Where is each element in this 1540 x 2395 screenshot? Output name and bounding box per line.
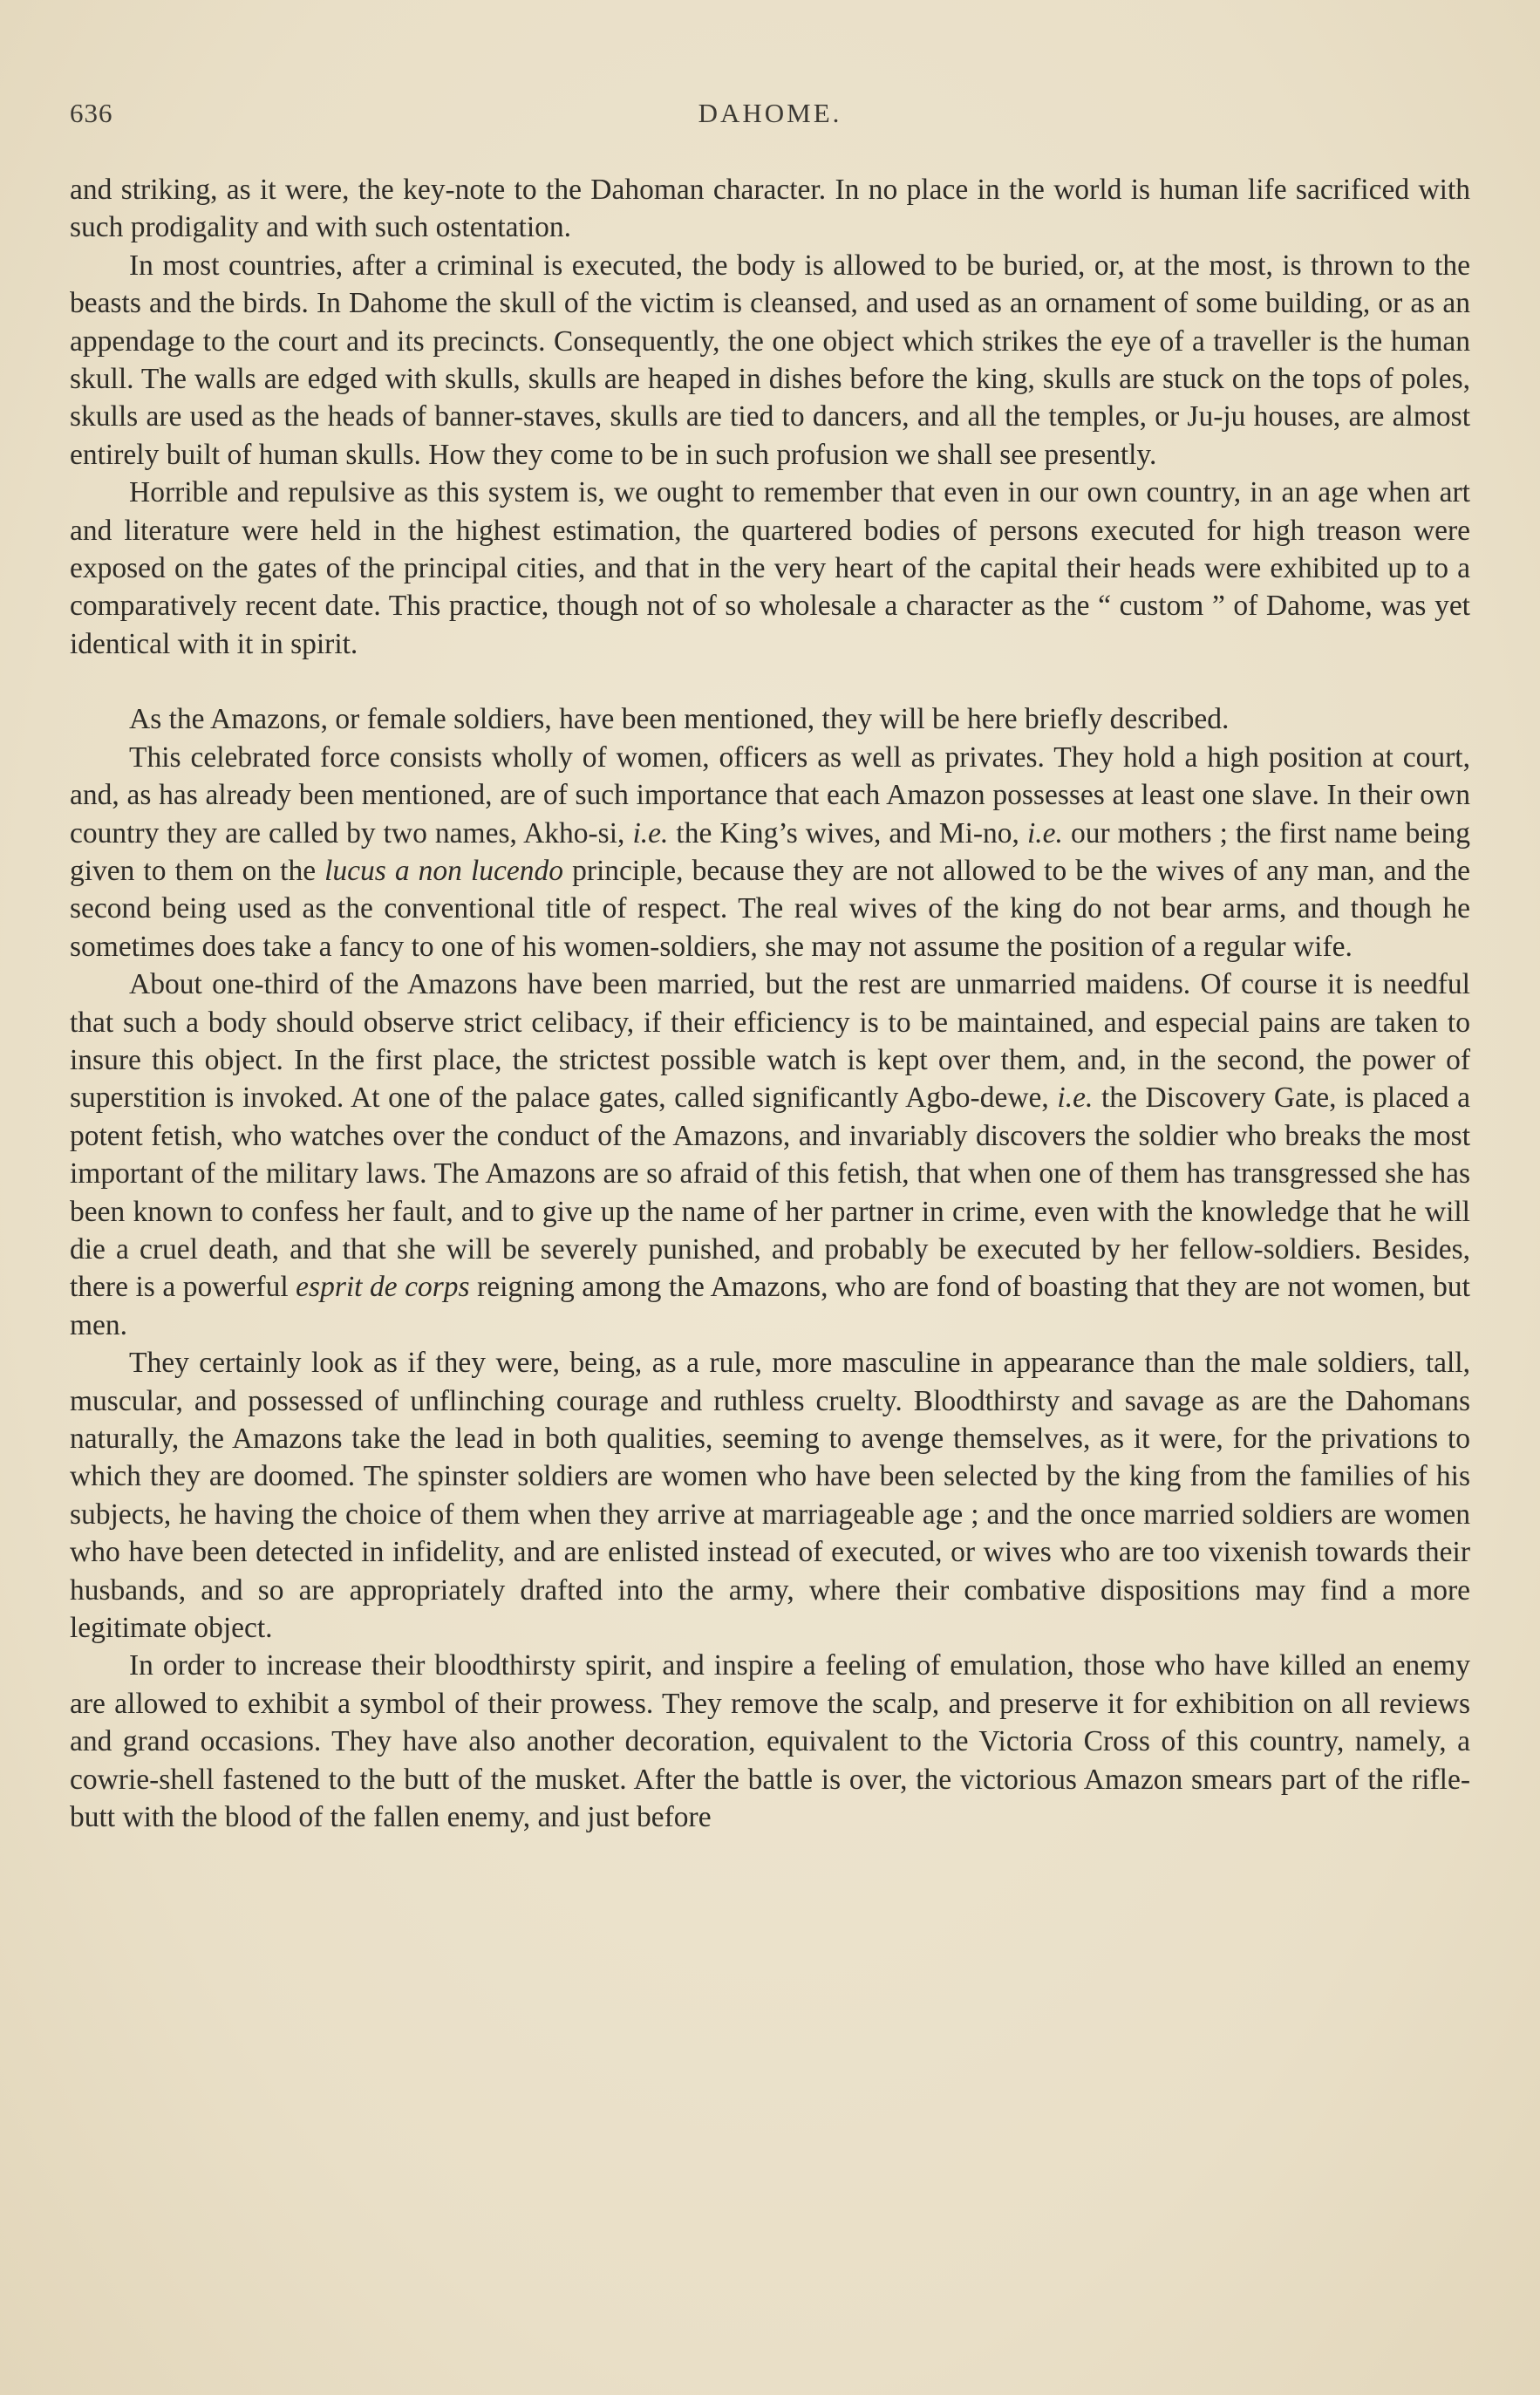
italic-abbreviation: i.e. bbox=[1057, 1082, 1094, 1115]
paragraph bbox=[70, 739, 1470, 966]
paragraph: They certainly look as if they were, being, as a rule, more masculine in appearance than the male soldiers, tall, muscular, and possessed of unflinching courage and ruthless cruelty. Bloodthirsty and savage as are the Dahomans naturally, the Amazons take the lead in both qualities, seeming to avenge themselves, as it were, for the privations to which they are doomed. The spinster soldiers are women who have been selected by the king from the families of his subjects, he having the choice of them when they arrive at marriageable age ; and the once married soldiers are women who have been detected in infidelity, and are enlisted instead of executed, or wives who are too vixenish towards their husbands, and so are appropriately drafted into the army, where their combative dispositions may find a more legitimate object. bbox=[70, 1347, 1470, 1645]
text-run: About one-third of the Amazons have been married, but the rest are unmarried maidens. Of course it is needful that such a body should observe strict celibacy, if their efficiency is to be maintained, and especial pains are taken to insure this object. In the first place, the strictest possible watch is kept over them, and, in the second, the power of superstition is invoked. At one of the palace gates, called significantly Agbo-dewe, bbox=[70, 968, 1470, 1115]
paragraph: and striking, as it were, the key-note to the Dahoman character. In no place in the world is human life sacrificed with such prodigality and with such ostentation. bbox=[70, 174, 1470, 244]
italic-abbreviation: i.e. bbox=[632, 816, 669, 850]
italic-abbreviation: i.e. bbox=[1026, 816, 1063, 850]
text-run: principle, because they are not allowed to be the wives of any man, and the second being used as the conventional title of respect. The real wives of the king do not bear arms, and though he sometimes does take a fancy to one of his women-soldiers, she may not assume the position of a regular wife. bbox=[70, 854, 1470, 963]
italic-latin-phrase: lucus a non lucendo bbox=[324, 854, 564, 887]
text-run: reigning among the Amazons, who are fond of boasting that they are not women, but men. bbox=[70, 1271, 1470, 1341]
paragraph bbox=[70, 966, 1470, 1344]
text-run: This celebrated force consists wholly of women, officers as well as privates. They hold a high position at court, and, as has already been mentioned, are of such importance that each Amazon possesses at least one slave. In their own country they are called by two names, Akho-si, bbox=[70, 740, 1470, 850]
section-break bbox=[70, 663, 1470, 700]
text-run: our mothers ; the first name being given to them on the bbox=[70, 816, 1470, 887]
body-text bbox=[70, 171, 1470, 1836]
running-title: DAHOME. bbox=[698, 98, 842, 128]
paragraph: As the Amazons, or female soldiers, have been mentioned, they will be here briefly described. bbox=[129, 703, 1230, 736]
text-run: the Discovery Gate, is placed a potent fetish, who watches over the conduct of the Amazons, and invariably discovers the soldier who breaks the most important of the military laws. The Amazons are so afraid of this fetish, that when one of them has transgressed she has been known to confess her fault, and to give up the name of her partner in crime, even with the knowledge that he will die a cruel death, and that she will be severely punished, and probably be executed by her fellow-soldiers. Besides, there is a powerful bbox=[70, 1082, 1470, 1304]
page-number: 636 bbox=[70, 98, 113, 128]
page-header bbox=[70, 98, 1470, 136]
paragraph: In most countries, after a criminal is executed, the body is allowed to be buried, or, at the most, is thrown to the beasts and the birds. In Dahome the skull of the victim is cleansed, and used as an ornament of some building, or as an appendage to the court and its precincts. Consequently, the one object which strikes the eye of a traveller is the human skull. The walls are edged with skulls, skulls are heaped in dishes before the king, skulls are stuck on the tops of poles, skulls are used as the heads of banner-staves, skulls are tied to dancers, and all the temples, or Ju-ju houses, are almost entirely built of human skulls. How they come to be in such profusion we shall see presently. bbox=[70, 249, 1470, 471]
italic-french-phrase: esprit de corps bbox=[296, 1271, 470, 1304]
paragraph: Horrible and repulsive as this system is, we ought to remember that even in our own country, in an age when art and literature were held in the highest estimation, the quartered bodies of persons executed for high treason were exposed on the gates of the principal cities, and that in the very heart of the capital their heads were exhibited up to a comparatively recent date. This practice, though not of so wholesale a character as the “ custom ” of Dahome, was yet identical with it in spirit. bbox=[70, 476, 1470, 660]
text-run: the King’s wives, and Mi-no, bbox=[668, 816, 1027, 850]
paragraph: In order to increase their bloodthirsty spirit, and inspire a feeling of emulation, those who have killed an enemy are allowed to exhibit a symbol of their prowess. They remove the scalp, and preserve it for exhibition on all reviews and grand occasions. They have also another decoration, equivalent to the Victoria Cross of this country, namely, a cowrie-shell fastened to the butt of the musket. After the battle is over, the victorious Amazon smears part of the rifle-butt with the blood of the fallen enemy, and just before bbox=[70, 1649, 1470, 1834]
